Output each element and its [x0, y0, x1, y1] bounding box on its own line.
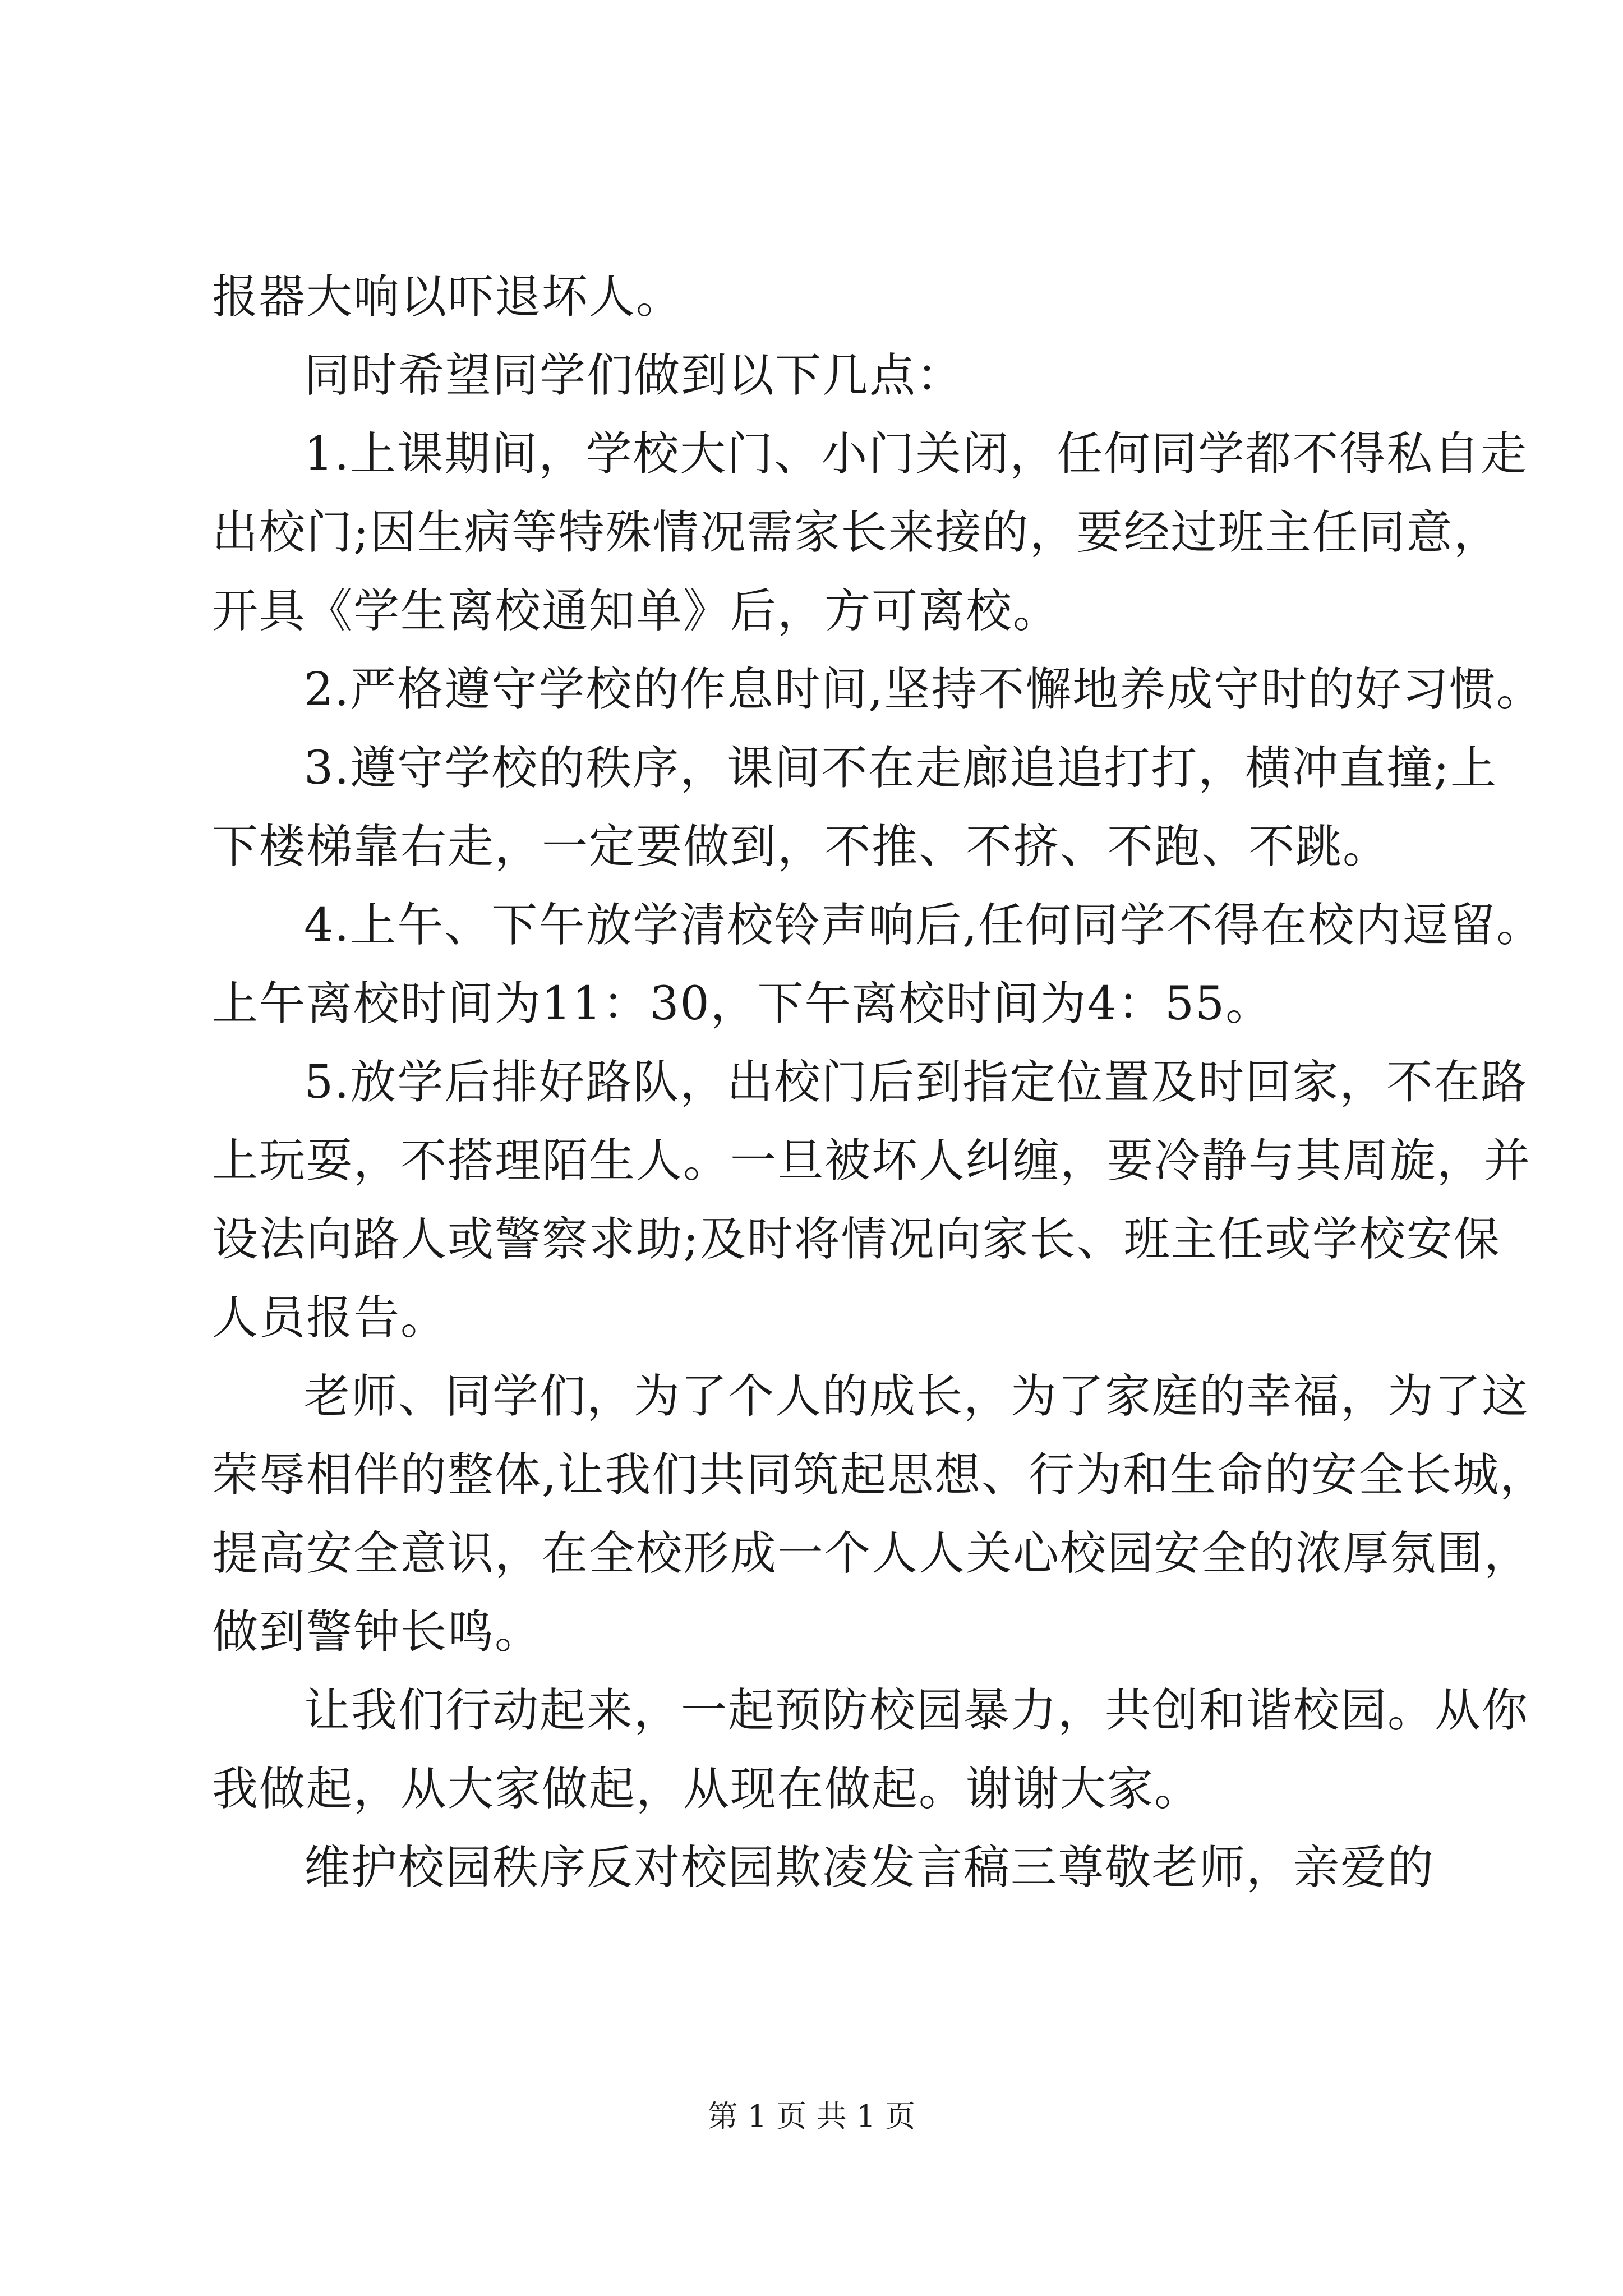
text-line-12: 上玩耍，不搭理陌生人。一旦被坏人纠缠，要冷静与其周旋，并: [212, 1134, 1532, 1188]
text-line-21: 维护校园秩序反对校园欺凌发言稿三尊敬老师，亲爱的: [304, 1841, 1435, 1894]
text-line-11: 5.放学后排好路队，出校门后到指定位置及时回家，不在路: [304, 1056, 1528, 1109]
text-line-8: 下楼梯靠右走，一定要做到，不推、不挤、不跑、不跳。: [212, 820, 1390, 873]
text-line-3: 1.上课期间，学校大门、小门关闭，任何同学都不得私自走: [304, 427, 1528, 481]
document-body: [212, 258, 1547, 1907]
text-line-6: 2.严格遵守学校的作息时间,坚持不懈地养成守时的好习惯。: [304, 663, 1544, 716]
page-footer: 第 1 页 共 1 页: [707, 2099, 916, 2134]
text-line-1: 报器大响以吓退坏人。: [212, 270, 684, 324]
text-line-17: 提高安全意识，在全校形成一个人人关心校园安全的浓厚氛围，: [212, 1527, 1532, 1580]
text-line-9: 4.上午、下午放学清校铃声响后,任何同学不得在校内逗留。: [304, 899, 1544, 952]
text-line-2: 同时希望同学们做到以下几点：: [304, 349, 964, 402]
text-line-4: 出校门;因生病等特殊情况需家长来接的，要经过班主任同意，: [212, 506, 1501, 559]
text-line-7: 3.遵守学校的秩序，课间不在走廊追追打打，横冲直撞;上: [304, 742, 1497, 795]
text-line-20: 我做起，从大家做起，从现在做起。谢谢大家。: [212, 1763, 1202, 1816]
text-line-18: 做到警钟长鸣。: [212, 1605, 542, 1659]
text-line-5: 开具《学生离校通知单》后，方可离校。: [212, 585, 1061, 638]
text-line-10: 上午离校时间为11：30，下午离校时间为4：55。: [212, 977, 1273, 1030]
text-line-14: 人员报告。: [212, 1291, 448, 1345]
text-line-19: 让我们行动起来，一起预防校园暴力，共创和谐校园。从你: [304, 1684, 1529, 1737]
text-line-16: 荣辱相伴的整体,让我们共同筑起思想、行为和生命的安全长城，: [212, 1448, 1547, 1502]
text-line-13: 设法向路人或警察求助;及时将情况向家长、班主任或学校安保: [212, 1213, 1501, 1266]
text-line-15: 老师、同学们，为了个人的成长，为了家庭的幸福，为了这: [304, 1370, 1529, 1423]
